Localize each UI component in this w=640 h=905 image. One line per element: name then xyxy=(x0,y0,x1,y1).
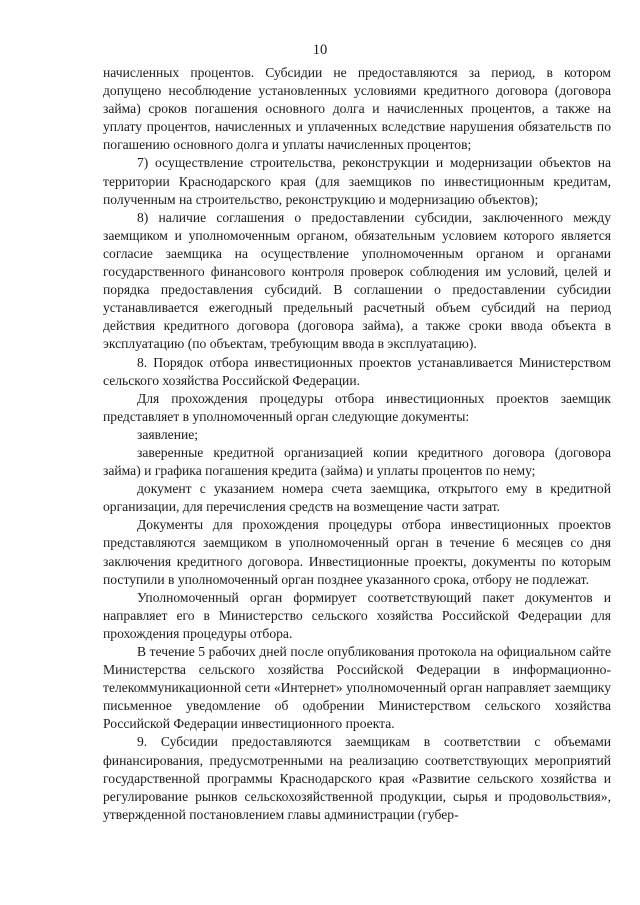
list-item-contract-copies: заверенные кредитной организацией копии кредитного договора (договора займа) и графика погашения кредита (займа) и уплаты процентов по нему; xyxy=(103,444,611,479)
paragraph-section-9: 9. Субсидии предоставляются заемщикам в соответствии с объемами финансирования, предусмотренными на реализацию соответствующих мероприятий государственной программы Краснодарского края «Развитие сельского хозяйства и регулирование рынков сельскохозяйственной продукции, сырья и продовольствия», утвержденной постановлением главы администрации (губер- xyxy=(103,734,611,822)
paragraph-notice: В течение 5 рабочих дней после опубликования протокола на официальном сайте Министерства сельского хозяйства Российской Федерации в информационно-телекоммуникационной сети «Интернет» уполномоченный орган направляет заемщику письменное уведомление об одобрении Министерством сельского хозяйства Российской Федерации инвестиционного проекта. xyxy=(103,644,611,732)
paragraph-section-8: 8. Порядок отбора инвестиционных проектов устанавливается Министерством сельского хозяйства Российской Федерации. xyxy=(103,354,611,388)
paragraph-continuation: начисленных процентов. Субсидии не предоставляются за период, в котором допущено несоблюдение установленных условиями кредитного договора (договора займа) сроков погашения основного долга и начисленных процентов, а также на уплату процентов, начисленных и уплаченных вследствие нарушения обязательств по погашению основного долга и уплаты начисленных процентов; xyxy=(103,65,611,153)
paragraph-item-7: 7) осуществление строительства, реконструкции и модернизации объектов на территории Краснодарского края (для заемщиков по инвестиционным кредитам, полученным на строительство, реконструкцию и модернизацию объектов); xyxy=(103,155,611,207)
paragraph-package: Уполномоченный орган формирует соответствующий пакет документов и направляет его в Министерство сельского хозяйства Российской Федерации для прохождения процедуры отбора. xyxy=(103,589,611,641)
page-number: 10 xyxy=(312,42,328,58)
list-item-account-document: документ с указанием номера счета заемщика, открытого ему в кредитной организации, для перечисления средств на возмещение части затрат. xyxy=(103,481,611,515)
document-body xyxy=(103,64,611,824)
list-item-application: заявление; xyxy=(137,426,199,442)
paragraph-documents-term: Документы для прохождения процедуры отбора инвестиционных проектов представляются заемщиком в уполномоченный орган в течение 6 месяцев со дня заключения кредитного договора. Инвестиционные проекты, документы по которым поступили в уполномоченный орган позднее указанного срока, отбору не подлежат. xyxy=(103,517,611,587)
paragraph-documents-intro: Для прохождения процедуры отбора инвестиционных проектов заемщик представляет в уполномоченный орган следующие документы: xyxy=(103,390,611,424)
paragraph-item-8: 8) наличие соглашения о предоставлении субсидии, заключенного между заемщиком и уполномоченным органом, обязательным условием которого является согласие заемщика на осуществление уполномоченным органом и органами государственного финансового контроля проверок соблюдения им условий, целей и порядка предоставления субсидий. В соглашении о предоставлении субсидии устанавливается ежегодный предельный расчетный объем субсидий на период действия кредитного договора (договора займа), а также сроки ввода объекта в эксплуатацию (по объектам, требующим ввода в эксплуатацию). xyxy=(103,209,611,352)
